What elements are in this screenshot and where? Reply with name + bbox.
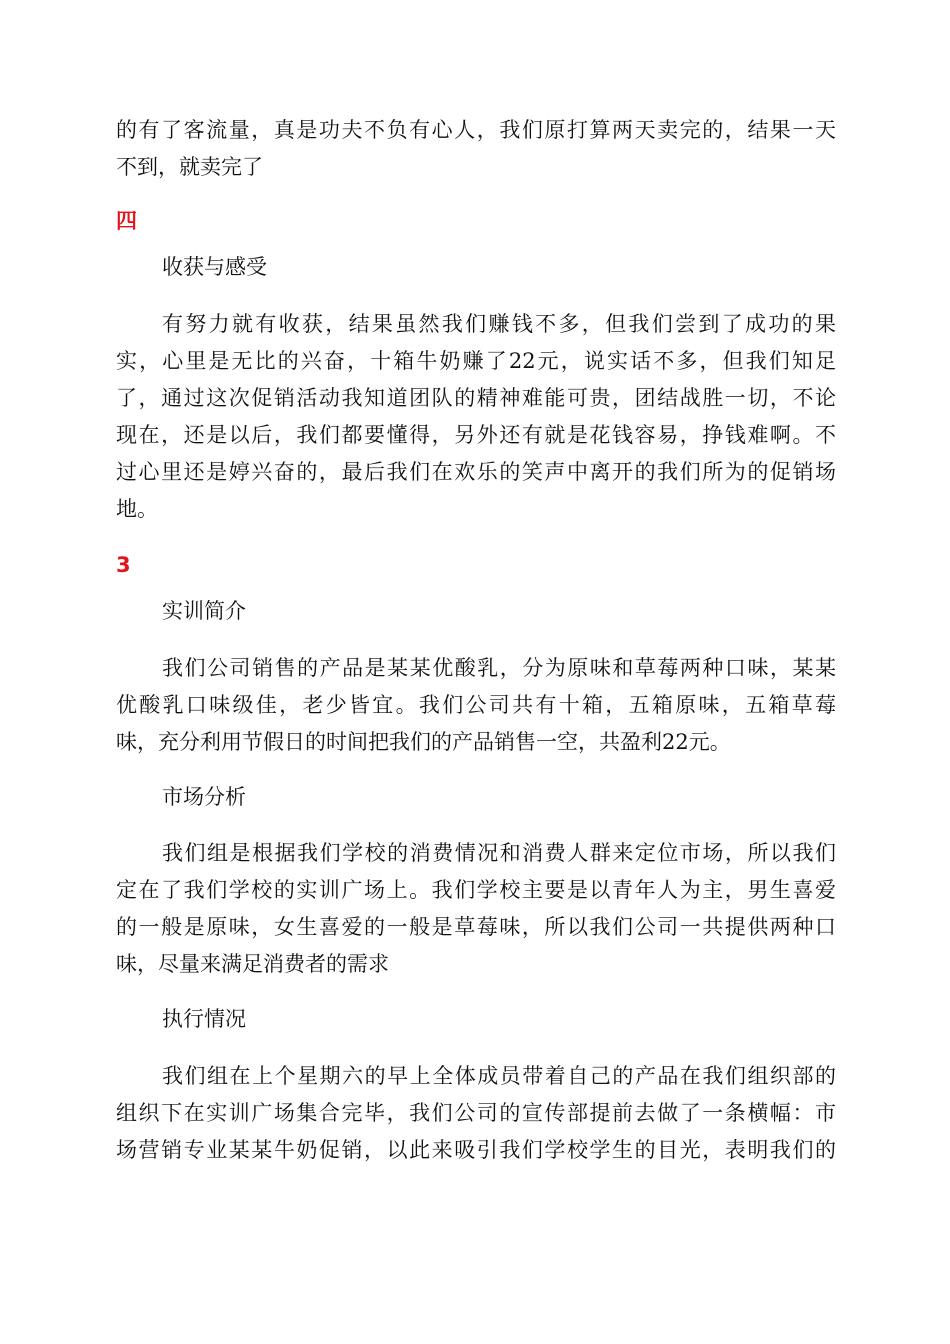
paragraph-line: 有努力就有收获，结果虽然我们赚钱不多，但我们尝到了成功的果 [162,312,836,336]
section-title: 收获与感受 [162,255,267,279]
paragraph-line: 了，通过这次促销活动我知道团队的精神难能可贵，团结战胜一切，不论 [116,386,836,410]
section-title: 市场分析 [162,785,246,809]
paragraph-line: 现在，还是以后，我们都要懂得，另外还有就是花钱容易，挣钱难啊。不 [116,423,836,447]
paragraph-line: 地。 [116,497,158,521]
paragraph-line: 的有了客流量，真是功夫不负有心人，我们原打算两天卖完的，结果一天 [116,118,836,142]
paragraph-line: 不到，就卖完了 [116,155,263,179]
section-marker: 四 [116,209,137,233]
paragraph-line: 我们组是根据我们学校的消费情况和消费人群来定位市场，所以我们 [162,841,836,865]
paragraph-line: 优酸乳口味级佳，老少皆宜。我们公司共有十箱，五箱原味，五箱草莓 [116,693,836,717]
paragraph-line: 味，充分利用节假日的时间把我们的产品销售一空，共盈利22元。 [116,730,731,754]
paragraph-line: 味，尽量来满足消费者的需求 [116,952,389,976]
section-title: 实训简介 [162,599,246,623]
section-marker: 3 [116,553,131,577]
paragraph-line: 我们公司销售的产品是某某优酸乳，分为原味和草莓两种口味，某某 [162,656,836,680]
paragraph-line: 过心里还是婷兴奋的，最后我们在欢乐的笑声中离开的我们所为的促销场 [116,460,836,484]
paragraph-line: 定在了我们学校的实训广场上。我们学校主要是以青年人为主，男生喜爱 [116,878,836,902]
paragraph-line: 组织下在实训广场集合完毕，我们公司的宣传部提前去做了一条横幅：市 [116,1101,836,1125]
paragraph-line: 的一般是原味，女生喜爱的一般是草莓味，所以我们公司一共提供两种口 [116,915,836,939]
paragraph-line: 场营销专业某某牛奶促销，以此来吸引我们学校学生的目光，表明我们的 [116,1138,836,1162]
paragraph-line: 实，心里是无比的兴奋，十箱牛奶赚了22元，说实话不多，但我们知足 [116,349,836,373]
section-title: 执行情况 [162,1007,246,1031]
paragraph-line: 我们组在上个星期六的早上全体成员带着自己的产品在我们组织部的 [162,1064,836,1088]
